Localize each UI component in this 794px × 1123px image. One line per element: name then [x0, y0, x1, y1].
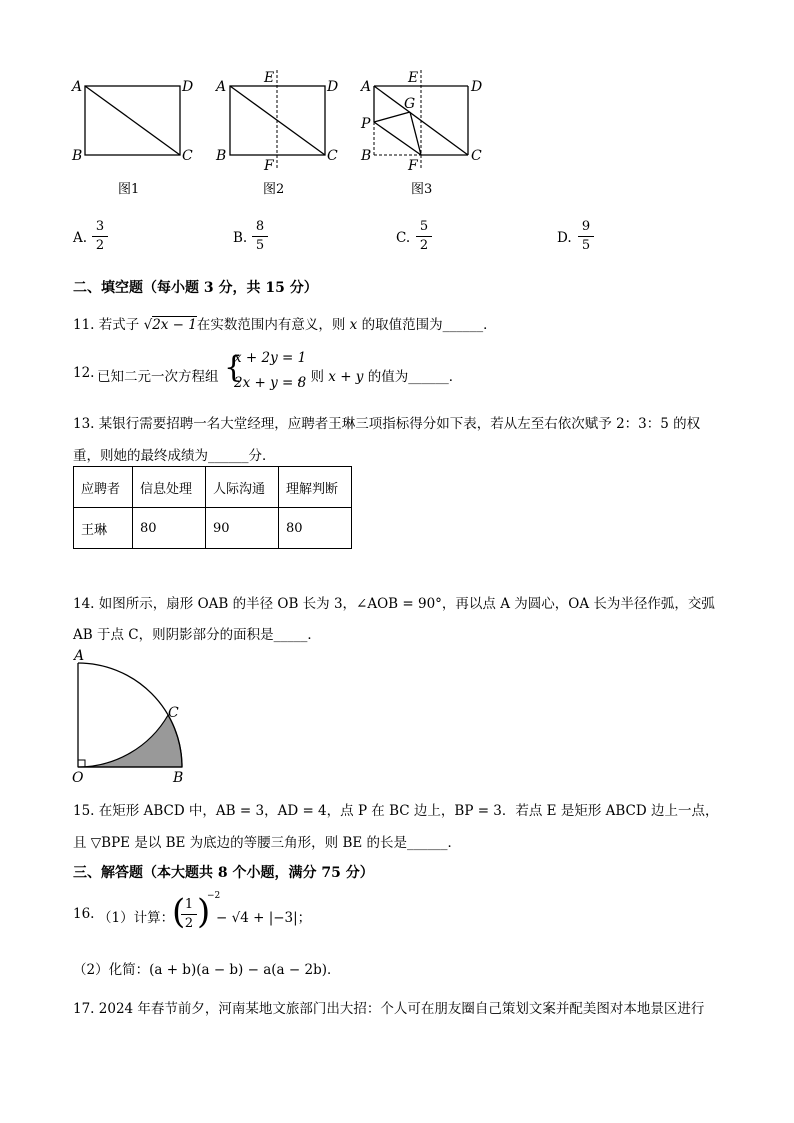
- question-number: 13.: [73, 416, 95, 432]
- right-angle-mark: [78, 760, 85, 767]
- question-12-pre: 已知二元一次方程组: [97, 369, 219, 385]
- fig1-caption: 图1: [118, 182, 140, 197]
- option-numerator: 5: [419, 219, 429, 234]
- fig1-label-a: A: [72, 79, 83, 95]
- fig3-label-f: F: [408, 158, 418, 174]
- option-denominator: 5: [255, 238, 265, 253]
- option-denominator: 2: [419, 238, 429, 253]
- question-number: 14.: [73, 596, 95, 612]
- question-text: 在实数范围内有意义，则: [196, 317, 346, 333]
- table-header-cell: 人际沟通: [206, 467, 279, 508]
- table-cell: 80: [133, 508, 206, 549]
- table-header-cell: 理解判断: [279, 467, 352, 508]
- variable: x: [349, 317, 358, 333]
- fig3-label-g: G: [404, 96, 416, 112]
- question-13-line2: 重，则她的最终成绩为______分．: [73, 448, 276, 464]
- fig2-label-a: A: [216, 79, 227, 95]
- option-letter: C.: [396, 230, 411, 246]
- question-text: 某银行需要招聘一名大堂经理，应聘者王琳三项指标得分如下表，若从左至右依次赋予 2：3：5 的权: [98, 416, 701, 432]
- fig3-label-p: P: [361, 116, 371, 132]
- sector-figure: [60, 645, 200, 790]
- label-o: O: [72, 770, 84, 786]
- option-letter: D.: [557, 230, 572, 246]
- table-cell: 王琳: [74, 508, 133, 549]
- question-15-line1: [73, 799, 718, 819]
- question-16-part1-label: （1）计算：: [98, 910, 175, 926]
- fig3-label-a: A: [361, 79, 372, 95]
- question-16-expression: − √4 + |−3|；: [216, 910, 312, 926]
- question-text: 若式子: [98, 317, 140, 333]
- label-b: B: [173, 770, 184, 786]
- expression: x + y: [328, 369, 364, 385]
- score-table: [73, 466, 352, 549]
- question-16-part2: （2）化简：(a + b)(a − b) − a(a − 2b)．: [73, 962, 341, 978]
- rectangle-figures: [60, 60, 500, 205]
- option-denominator: 2: [95, 238, 105, 253]
- question-text: 在矩形 ABCD 中，AB = 3，AD = 4，点 P 在 BC 边上，BP = 3．若点 E 是矩形 ABCD 边上一点，: [98, 803, 719, 819]
- question-text: 如图所示，扇形 OAB 的半径 OB 长为 3，∠AOB = 90°，再以点 A 为圆心，OA 长为半径作弧，交弧: [98, 596, 715, 612]
- option-letter: B.: [233, 230, 248, 246]
- fig3-label-d: D: [471, 79, 483, 95]
- option-fraction: [92, 220, 108, 253]
- question-number: 17.: [73, 1001, 95, 1017]
- fig3-segment-pg: [374, 112, 410, 122]
- question-12-post: [297, 365, 462, 385]
- denominator: 2: [184, 916, 194, 931]
- option-fraction: [578, 220, 594, 253]
- radicand: 2x − 1: [152, 317, 197, 333]
- question-text: ，则: [297, 369, 324, 385]
- option-fraction: [416, 220, 432, 253]
- sqrt-icon: √: [143, 317, 153, 333]
- label-c: C: [168, 705, 179, 721]
- option-letter: A.: [73, 230, 88, 246]
- table-row: [74, 508, 352, 549]
- question-14-line1: [73, 592, 715, 612]
- option-numerator: 3: [95, 219, 105, 234]
- fig1-label-b: B: [72, 148, 83, 164]
- brace-icon: {: [224, 350, 244, 385]
- shaded-region: [78, 715, 182, 767]
- label-a: A: [74, 648, 85, 664]
- left-paren-icon: (: [172, 892, 186, 932]
- option-denominator: 5: [581, 238, 591, 253]
- fig1-label-d: D: [182, 79, 194, 95]
- equation-2: 2x + y = 8: [234, 375, 307, 391]
- fig2-label-c: C: [327, 148, 338, 164]
- question-16-number: 16.: [73, 906, 95, 922]
- question-12-number: 12.: [73, 365, 95, 381]
- table-header-cell: 应聘者: [74, 467, 133, 508]
- table-cell: 80: [279, 508, 352, 549]
- fig2-label-b: B: [216, 148, 227, 164]
- section-heading-fill-in: 二、填空题（每小题 3 分，共 15 分）: [73, 280, 318, 296]
- question-text: 2024 年春节前夕，河南某地文旅部门出大招：个人可在朋友圈自己策划文案并配美图对本地景区进行: [98, 1001, 705, 1017]
- question-number: 15.: [73, 803, 95, 819]
- fig3-label-e: E: [408, 70, 419, 86]
- fig3-label-b: B: [361, 148, 372, 164]
- option-fraction: [252, 220, 268, 253]
- question-14-line2: AB 于点 C，则阴影部分的面积是_____．: [73, 627, 321, 643]
- question-text: 的值为______．: [367, 369, 463, 385]
- fig1-diagonal: [85, 86, 180, 155]
- option-numerator: 9: [581, 219, 591, 234]
- question-13-line1: [73, 412, 700, 432]
- fig2-caption: 图2: [263, 182, 285, 197]
- option-numerator: 8: [255, 219, 265, 234]
- question-text: 的取值范围为______．: [361, 317, 497, 333]
- table-header-cell: 信息处理: [133, 467, 206, 508]
- question-17-line1: [73, 997, 704, 1017]
- fig3-label-c: C: [471, 148, 482, 164]
- right-paren-icon: ): [197, 892, 211, 932]
- table-header-row: [74, 467, 352, 508]
- question-15-line2: 且 ▽BPE 是以 BE 为底边的等腰三角形，则 BE 的长是______．: [73, 835, 462, 851]
- exponent: −2: [207, 891, 221, 901]
- fig2-label-f: F: [264, 158, 274, 174]
- section-heading-answer: 三、解答题（本大题共 8 个小题，满分 75 分）: [73, 865, 374, 881]
- fig3-caption: 图3: [411, 182, 433, 197]
- fraction-half: [181, 898, 197, 931]
- fig1-label-c: C: [182, 148, 193, 164]
- fig2-label-e: E: [264, 70, 275, 86]
- question-11: [73, 313, 497, 333]
- table-cell: 90: [206, 508, 279, 549]
- fig2-label-d: D: [327, 79, 339, 95]
- numerator: 1: [184, 897, 194, 912]
- equation-1: x + 2y = 1: [234, 350, 307, 366]
- question-number: 11.: [73, 317, 95, 333]
